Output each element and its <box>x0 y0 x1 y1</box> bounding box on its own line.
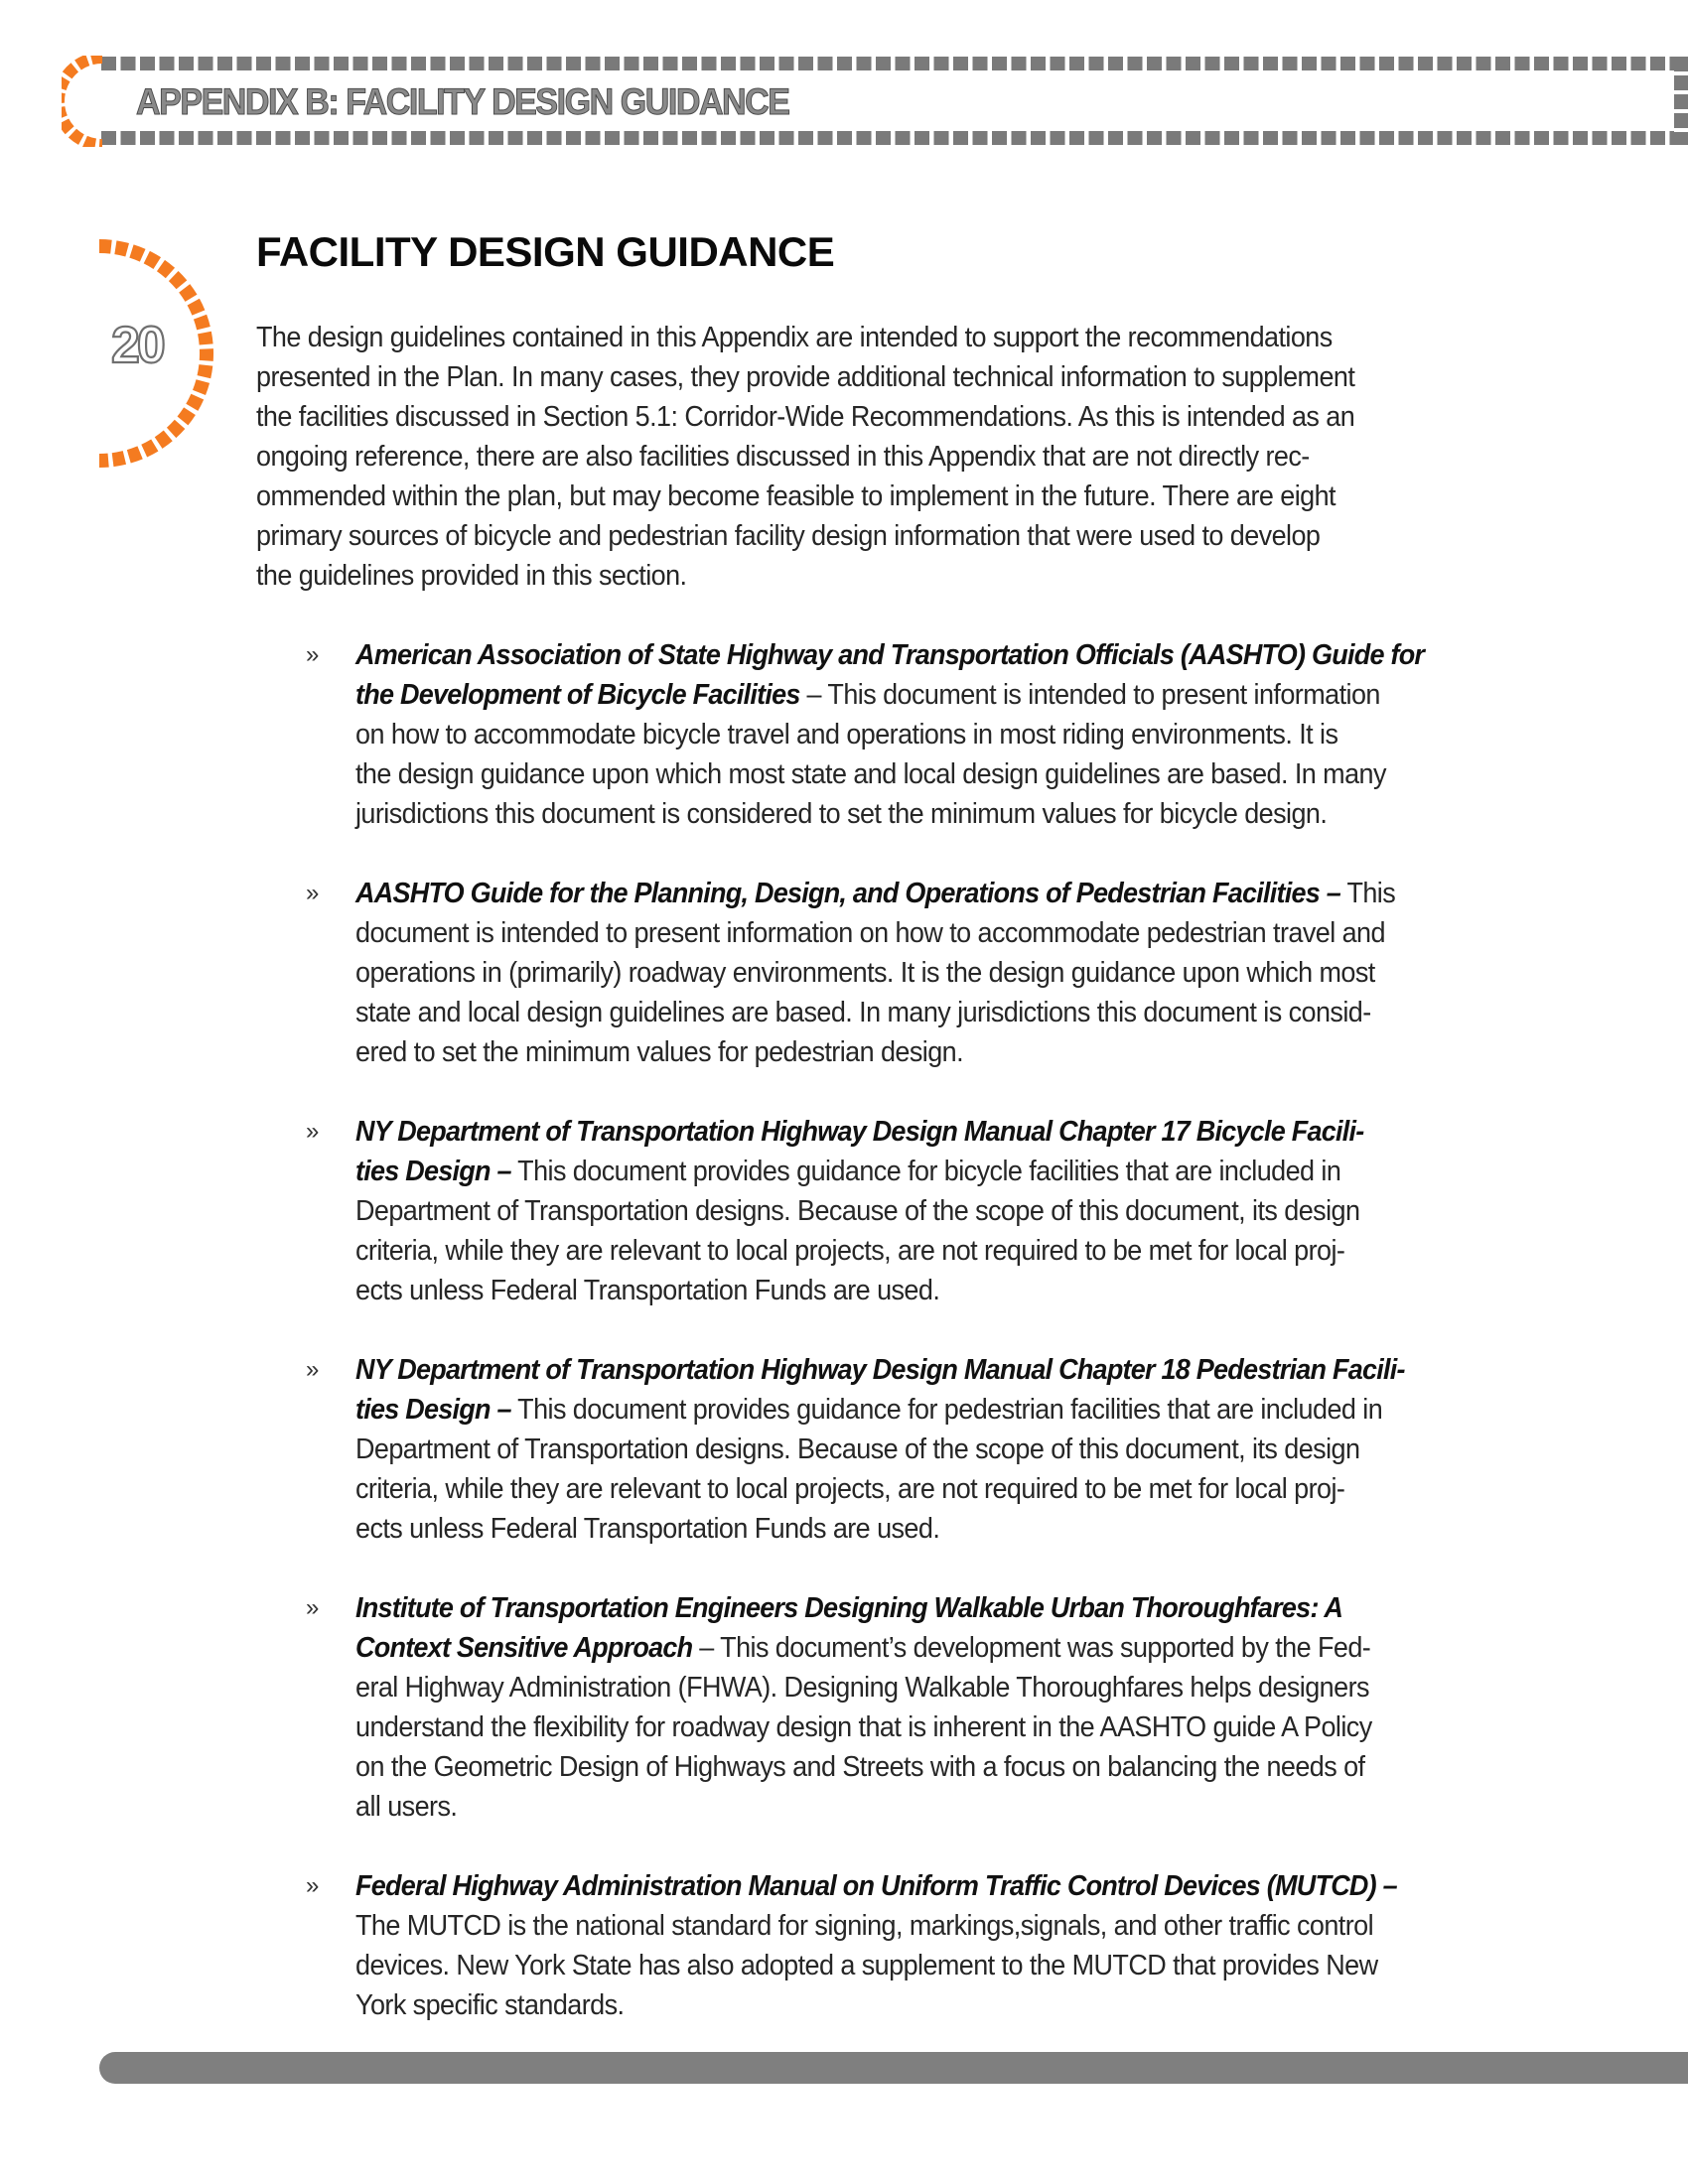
item-line <box>355 1668 1539 1707</box>
intro-paragraph <box>256 318 1607 596</box>
item-line <box>355 1430 1539 1469</box>
source-title: American Association of State Highway and Transportation Officials (AASHTO) Guide for <box>355 639 1425 671</box>
source-text: – This document is intended to present information <box>799 679 1380 711</box>
source-item-nydot-ch17 <box>298 1112 1628 1310</box>
item-line <box>355 1469 1539 1509</box>
intro-line: presented in the Plan. In many cases, they provide additional technical information to supplement <box>256 361 1355 393</box>
source-text: eral Highway Administration (FHWA). Designing Walkable Thoroughfares helps designers <box>355 1672 1369 1704</box>
source-title: Institute of Transportation Engineers Designing Walkable Urban Thoroughfares: A <box>355 1592 1343 1624</box>
sources-list <box>298 635 1628 2065</box>
source-text: Department of Transportation designs. Because of the scope of this document, its design <box>355 1433 1360 1465</box>
item-line <box>355 1191 1539 1231</box>
source-text: This document provides guidance for pedestrian facilities that are included in <box>510 1394 1383 1426</box>
intro-line: ongoing reference, there are also facilities discussed in this Appendix that are not directly rec- <box>256 441 1310 473</box>
source-text: all users. <box>355 1791 458 1823</box>
item-line <box>355 1152 1539 1191</box>
source-title: NY Department of Transportation Highway Design Manual Chapter 17 Bicycle Facili- <box>355 1116 1364 1148</box>
intro-line: the guidelines provided in this section. <box>256 560 687 592</box>
item-line <box>355 1588 1539 1628</box>
source-text: state and local design guidelines are based. In many jurisdictions this document is consid- <box>355 997 1371 1028</box>
bullet-chevron-icon: » <box>306 1872 320 1899</box>
source-text: York specific standards. <box>355 1989 625 2021</box>
intro-line: The design guidelines contained in this Appendix are intended to support the recommendations <box>256 322 1333 353</box>
intro-line: ommended within the plan, but may become feasible to implement in the future. There are eight <box>256 480 1336 512</box>
item-line <box>355 1946 1539 1985</box>
item-line <box>355 1350 1539 1390</box>
source-title: ties Design – <box>355 1156 511 1187</box>
header-dash-top <box>101 57 1674 70</box>
source-title: Federal Highway Administration Manual on Uniform Traffic Control Devices (MUTCD) – <box>355 1870 1397 1902</box>
footer-bar <box>99 2052 1688 2084</box>
item-line <box>355 953 1539 993</box>
source-text: Department of Transportation designs. Because of the scope of this document, its design <box>355 1195 1360 1227</box>
source-title: the Development of Bicycle Facilities <box>355 679 800 711</box>
item-line <box>355 1906 1539 1946</box>
source-title: NY Department of Transportation Highway Design Manual Chapter 18 Pedestrian Facili- <box>355 1354 1405 1386</box>
item-line <box>355 715 1539 754</box>
item-line <box>355 635 1539 675</box>
source-text: operations in (primarily) roadway environments. It is the design guidance upon which most <box>355 957 1375 989</box>
source-text: ects unless Federal Transportation Funds are used. <box>355 1275 940 1306</box>
source-text: criteria, while they are relevant to local projects, are not required to be met for local proj- <box>355 1473 1345 1505</box>
intro-line: the facilities discussed in Section 5.1: Corridor-Wide Recommendations. As this is intended as an <box>256 401 1355 433</box>
source-text: jurisdictions this document is considered to set the minimum values for bicycle design. <box>355 798 1328 830</box>
bullet-chevron-icon: » <box>306 1118 320 1145</box>
item-line <box>355 1707 1539 1747</box>
source-text: devices. New York State has also adopted a supplement to the MUTCD that provides New <box>355 1950 1378 1981</box>
item-line <box>355 1787 1539 1827</box>
bullet-chevron-icon: » <box>306 1594 320 1621</box>
item-line <box>355 874 1539 913</box>
source-item-aashto-pedestrian <box>298 874 1628 1072</box>
source-item-ite-walkable <box>298 1588 1628 1827</box>
item-line <box>355 1628 1539 1668</box>
item-line <box>355 1747 1539 1787</box>
source-text: on how to accommodate bicycle travel and operations in most riding environments. It is <box>355 719 1338 751</box>
source-text: understand the flexibility for roadway design that is inherent in the AASHTO guide A Policy <box>355 1711 1372 1743</box>
item-line <box>355 1112 1539 1152</box>
source-text: the design guidance upon which most state and local design guidelines are based. In many <box>355 758 1386 790</box>
intro-line: primary sources of bicycle and pedestrian facility design information that were used to develop <box>256 520 1321 552</box>
source-item-aashto-bicycle <box>298 635 1628 834</box>
item-line <box>355 1866 1539 1906</box>
source-text: ects unless Federal Transportation Funds are used. <box>355 1513 940 1545</box>
section-title: FACILITY DESIGN GUIDANCE <box>256 228 835 275</box>
source-text: This document provides guidance for bicycle facilities that are included in <box>510 1156 1341 1187</box>
source-title: AASHTO Guide for the Planning, Design, and Operations of Pedestrian Facilities – <box>355 878 1341 909</box>
source-text: document is intended to present information on how to accommodate pedestrian travel and <box>355 917 1385 949</box>
item-line <box>355 993 1539 1032</box>
item-line <box>355 1032 1539 1072</box>
source-text: criteria, while they are relevant to local projects, are not required to be met for local proj- <box>355 1235 1345 1267</box>
source-text: ered to set the minimum values for pedestrian design. <box>355 1036 964 1068</box>
item-line <box>355 1231 1539 1271</box>
header-title: APPENDIX B: FACILITY DESIGN GUIDANCE <box>136 81 789 122</box>
item-line <box>355 794 1539 834</box>
bullet-chevron-icon: » <box>306 1356 320 1383</box>
source-title: ties Design – <box>355 1394 511 1426</box>
source-text: – This document’s development was supported by the Fed- <box>692 1632 1371 1664</box>
source-text: This <box>1340 878 1396 909</box>
source-item-fhwa-mutcd <box>298 1866 1628 2025</box>
item-line <box>355 1509 1539 1549</box>
source-title: Context Sensitive Approach <box>355 1632 693 1664</box>
bullet-chevron-icon: » <box>306 880 320 906</box>
source-text: on the Geometric Design of Highways and Streets with a focus on balancing the needs of <box>355 1751 1365 1783</box>
item-line <box>355 1271 1539 1310</box>
source-item-nydot-ch18 <box>298 1350 1628 1549</box>
bullet-chevron-icon: » <box>306 641 320 668</box>
item-line <box>355 754 1539 794</box>
item-line <box>355 913 1539 953</box>
item-line <box>355 675 1539 715</box>
source-text: The MUTCD is the national standard for signing, markings,signals, and other traffic control <box>355 1910 1374 1942</box>
header-dash-right <box>1674 57 1688 145</box>
header-dash-bottom <box>101 131 1674 145</box>
item-line <box>355 1390 1539 1430</box>
item-line <box>355 1985 1539 2025</box>
page-number: 20 <box>111 317 163 374</box>
